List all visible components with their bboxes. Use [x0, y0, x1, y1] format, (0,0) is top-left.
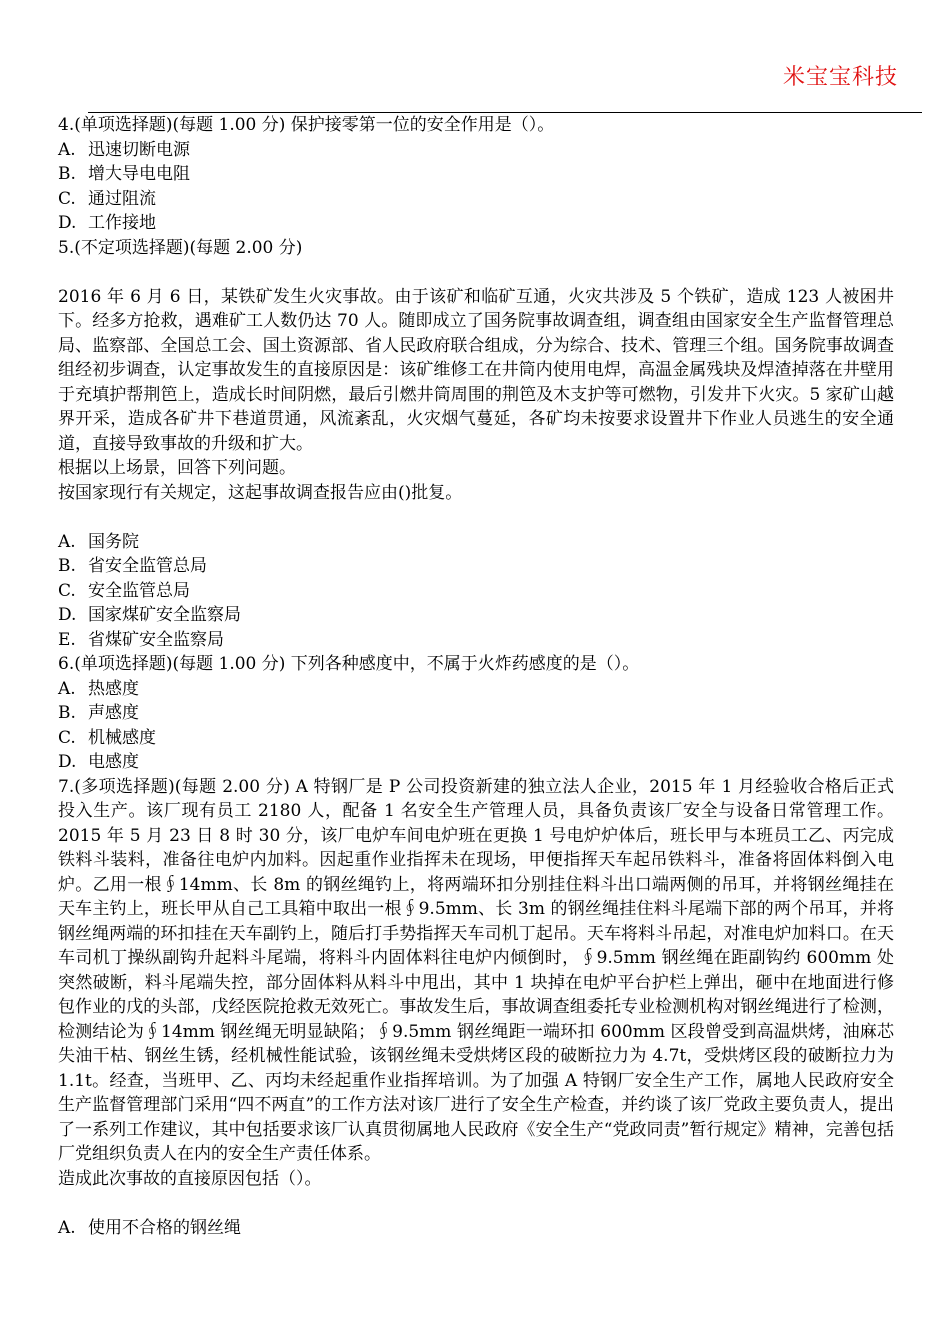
q5-question: 按国家现行有关规定，这起事故调查报告应由()批复。 [58, 482, 463, 503]
option-letter: B. [58, 164, 76, 184]
option-letter: A. [58, 139, 76, 160]
option-letter: C. [58, 188, 76, 209]
option-text: 机械感度 [88, 727, 156, 748]
q7-option-a[interactable] [58, 1216, 894, 1241]
q7-question: 造成此次事故的直接原因包括（）。 [58, 1168, 322, 1189]
document-body [58, 113, 894, 1240]
option-text: 使用不合格的钢丝绳 [88, 1217, 241, 1238]
q5-stem: 5.(不定项选择题)(每题 2.00 分) [58, 237, 303, 258]
option-text: 热感度 [88, 678, 139, 699]
q4-option-a[interactable] [58, 138, 894, 163]
option-text: 声感度 [88, 703, 139, 723]
q5-option-e[interactable] [58, 628, 894, 653]
q5-option-a[interactable] [58, 530, 894, 555]
option-text: 省煤矿安全监察局 [88, 629, 224, 650]
option-text: 通过阻流 [88, 188, 156, 209]
option-letter: B. [58, 703, 76, 723]
spacer [58, 505, 894, 530]
brand-title: 米宝宝科技 [782, 65, 898, 90]
option-letter: A. [58, 531, 76, 552]
q5-option-d[interactable] [58, 603, 894, 628]
option-letter: C. [58, 727, 76, 748]
q4-option-c[interactable] [58, 187, 894, 212]
q4-option-d[interactable] [58, 211, 894, 236]
option-text: 电感度 [88, 752, 139, 772]
q6-option-d[interactable] [58, 750, 894, 775]
option-letter: A. [58, 678, 76, 699]
q5-option-b[interactable] [58, 554, 894, 579]
q6-option-c[interactable] [58, 726, 894, 751]
option-letter: D. [58, 213, 77, 233]
q5-scenario: 2016 年 6 月 6 日，某铁矿发生火灾事故。由于该矿和临矿互通，火灾共涉及 5 个铁矿，造成 123 人被困井下。经多方抢救，遇难矿工人数仍达 70 人。随即成立了国务院事故调查组，调查组由国家安全生产监督管理总局、监察部、全国总工会、国土资源部、省人民政府联合组成，分为综合、技术、管理三个组。国务院事故调查组经初步调查，认定事故发生的直接原因是：该矿维修工在井筒内使用电焊，高温金属残块及焊渣掉落在井壁用于充填护帮荆笆上，造成长时间阴燃，最后引燃井筒周围的荆笆及木支护等可燃物，引发井下火灾。5 家矿山越界开采，造成各矿井下巷道贯通，风流紊乱，火灾烟气蔓延，各矿均未按要求设置井下作业人员逃生的安全通道，直接导致事故的升级和扩大。 [58, 286, 894, 454]
option-text: 增大导电电阻 [88, 164, 190, 184]
spacer [58, 1191, 894, 1216]
q4-option-b[interactable] [58, 162, 894, 187]
q6-option-b[interactable] [58, 701, 894, 726]
option-letter: E. [58, 629, 76, 650]
spacer [58, 260, 894, 285]
option-letter: D. [58, 605, 77, 625]
option-letter: D. [58, 752, 77, 772]
option-letter: B. [58, 556, 76, 576]
option-text: 迅速切断电源 [88, 139, 190, 160]
q7-stem-scenario: 7.(多项选择题)(每题 2.00 分) A 特钢厂是 P 公司投资新建的独立法人企业，2015 年 1 月经验收合格后正式投入生产。该厂现有员工 2180 人，配备 1 名安全生产管理人员，具备负责该厂安全与设备日常管理工作。2015 年 5 月 23 日 8 时 30 分，该厂电炉车间电炉班在更换 1 号电炉炉体后，班长甲与本班员工乙、丙完成铁料斗装料，准备往电炉内加料。因起重作业指挥未在现场，甲便指挥天车起吊铁料斗，准备将固体料倒入电炉。乙用一根∮14mm、长 8m 的钢丝绳钓上，将两端环扣分别挂住料斗出口端两侧的吊耳，并将钢丝绳挂在天车主钓上，班长甲从自己工具箱中取出一根∮9.5mm、长 3m 的钢丝绳挂住料斗尾端下部的两个吊耳，并将钢丝绳两端的环扣挂在天车副钓上，随后打手势指挥天车司机丁起吊。天车将料斗吊起，对准电炉加料口。在天车司机丁操纵副钩升起料斗尾端，将料斗内固体料往电炉内倾倒时，∮9.5mm 钢丝绳在距副钩约 600mm 处突然破断，料斗尾端失控，部分固体料从料斗中甩出，其中 1 块掉在电炉平台护栏上弹出，砸中在地面进行修包作业的戊的头部，戊经医院抢救无效死亡。事故发生后，事故调查组委托专业检测机构对钢丝绳进行了检测，检测结论为∮14mm 钢丝绳无明显缺陷；∮9.5mm 钢丝绳距一端环扣 600mm 区段曾受到高温烘烤，油麻芯失油干枯、钢丝生锈，经机械性能试验，该钢丝绳未受烘烤区段的破断拉力为 4.7t，受烘烤区段的破断拉力为 1.1t。经查，当班甲、乙、丙均未经起重作业指挥培训。为了加强 A 特钢厂安全生产工作，属地人民政府安全生产监督管理部门采用“四不两直”的工作方法对该厂进行了安全生产检查，并约谈了该厂党政主要负责人，提出了一系列工作建议，其中包括要求该厂认真贯彻属地人民政府《安全生产“党政同责”暂行规定》精神，完善包括厂党组织负责人在内的安全生产责任体系。 [58, 776, 894, 1164]
option-text: 国家煤矿安全监察局 [88, 605, 241, 625]
q5-option-c[interactable] [58, 579, 894, 604]
option-letter: A. [58, 1217, 76, 1238]
option-letter: C. [58, 580, 76, 601]
q4-stem: 4.(单项选择题)(每题 1.00 分) 保护接零第一位的安全作用是（）。 [58, 115, 555, 135]
q6-stem: 6.(单项选择题)(每题 1.00 分) 下列各种感度中，不属于火炸药感度的是（）。 [58, 654, 640, 674]
q6-option-a[interactable] [58, 677, 894, 702]
option-text: 工作接地 [88, 213, 156, 233]
q5-prompt: 根据以上场景，回答下列问题。 [58, 458, 296, 478]
option-text: 国务院 [88, 531, 139, 552]
option-text: 省安全监管总局 [88, 556, 207, 576]
option-text: 安全监管总局 [88, 580, 190, 601]
